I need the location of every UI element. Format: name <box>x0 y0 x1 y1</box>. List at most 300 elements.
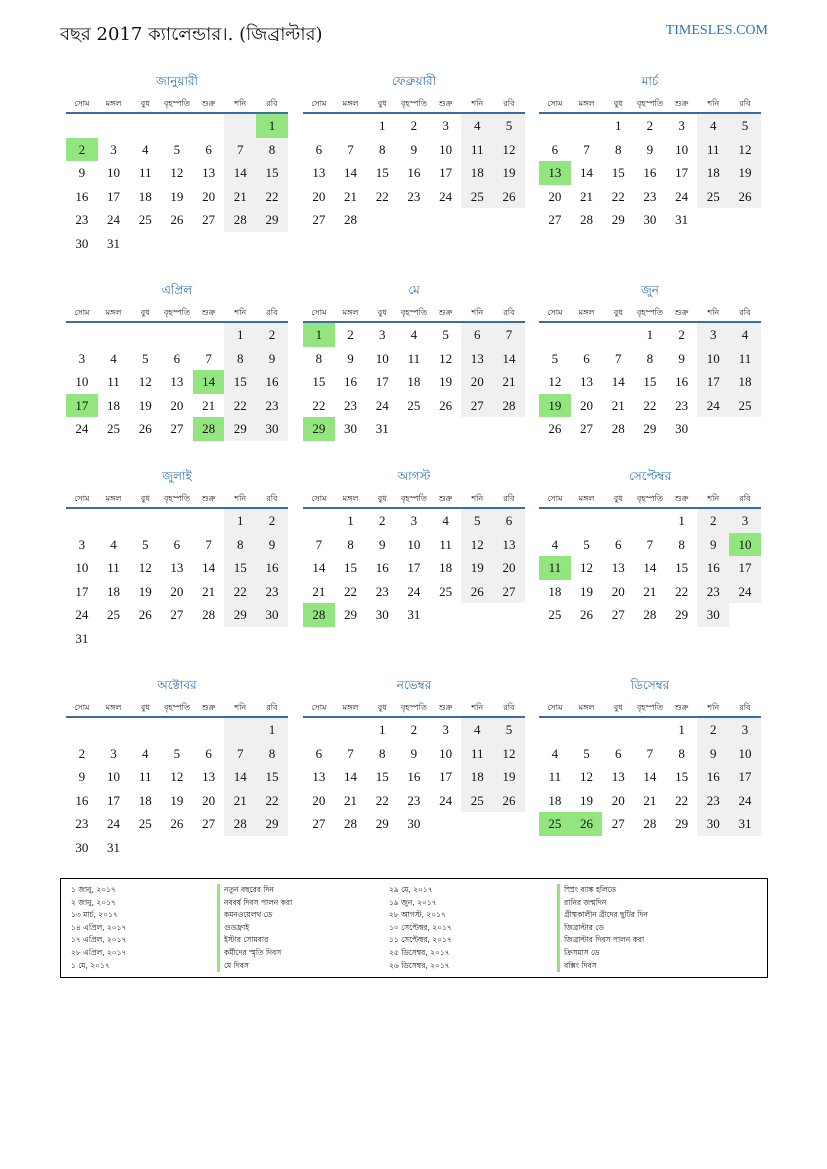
legend-names-left <box>217 884 292 972</box>
weekday-label: মঙ্গল <box>105 494 122 503</box>
day-cell: 17 <box>439 769 453 784</box>
day-cell: 4 <box>461 718 493 742</box>
day-cell: 16 <box>75 792 89 808</box>
weekday-label: রবি <box>266 308 278 317</box>
day-cell: 7 <box>205 536 212 552</box>
day-cell: 3 <box>729 509 761 533</box>
day-cell: 7 <box>347 745 354 761</box>
day-cell: 12 <box>138 374 152 389</box>
empty-day-cell <box>398 208 430 232</box>
calendar-months <box>66 72 762 872</box>
month-name: জুন <box>641 283 659 297</box>
day-cell: 19 <box>439 374 453 389</box>
day-cell: 31 <box>75 630 89 646</box>
day-cell: 9 <box>78 769 86 784</box>
day-cell: 28 <box>303 603 335 627</box>
day-cell: 20 <box>202 188 216 204</box>
empty-day-cell <box>493 417 525 441</box>
empty-day-cell <box>129 114 161 138</box>
month-name: সেপ্টেম্বর <box>628 469 672 483</box>
day-cell: 21 <box>224 789 256 813</box>
day-cell: 1 <box>378 118 386 133</box>
day-cell: 18 <box>107 583 121 599</box>
day-cell: 21 <box>312 583 326 599</box>
day-cell: 8 <box>678 536 685 552</box>
day-cell: 11 <box>138 165 152 180</box>
day-cell: 9 <box>78 165 86 180</box>
day-cell: 12 <box>548 374 562 389</box>
day-cell: 20 <box>202 792 216 808</box>
empty-day-cell <box>193 627 225 651</box>
holiday-date: ২৮ আগস্ট, ২০১৭ <box>389 910 446 920</box>
empty-day-cell <box>697 208 729 232</box>
day-cell: 19 <box>170 188 184 204</box>
day-cell: 15 <box>312 374 326 389</box>
day-cell: 6 <box>461 323 493 347</box>
weekday-label: রবি <box>266 99 278 108</box>
day-cell: 19 <box>493 161 525 185</box>
day-cell: 7 <box>315 536 323 552</box>
weekday-label: রবি <box>266 494 278 503</box>
day-cell: 4 <box>551 536 559 552</box>
day-cell: 12 <box>493 742 525 766</box>
day-cell: 6 <box>551 141 559 157</box>
day-cell: 30 <box>75 235 89 251</box>
weekday-label: মঙ্গল <box>105 308 122 317</box>
day-cell: 29 <box>375 816 389 831</box>
day-cell: 11 <box>461 742 493 766</box>
day-cell: 27 <box>170 607 184 622</box>
day-cell: 30 <box>697 812 729 836</box>
empty-day-cell <box>493 208 525 232</box>
weekday-header <box>303 94 525 114</box>
day-cell: 15 <box>224 556 256 580</box>
month-calendar <box>66 72 288 255</box>
day-cell: 31 <box>107 839 121 855</box>
empty-day-cell <box>161 718 193 742</box>
weekday-label: শুক্র <box>674 703 689 712</box>
day-cell: 25 <box>548 607 562 622</box>
weekday-label: বৃহস্পতি <box>636 494 663 503</box>
month-name: জুলাই <box>162 469 192 483</box>
day-cell: 30 <box>697 603 729 627</box>
day-cell: 8 <box>256 742 288 766</box>
weekday-label: রবি <box>503 494 515 503</box>
empty-day-cell <box>224 718 256 742</box>
day-cell: 24 <box>697 394 729 418</box>
day-cell: 13 <box>461 347 493 371</box>
day-cell: 4 <box>110 350 117 366</box>
day-cell: 22 <box>375 792 389 808</box>
day-cell: 25 <box>729 394 761 418</box>
empty-day-cell <box>129 627 161 651</box>
day-cell: 16 <box>256 556 288 580</box>
empty-day-cell <box>634 509 666 533</box>
weekday-label: সোম <box>311 703 327 712</box>
day-cell: 17 <box>729 556 761 580</box>
weekday-header <box>539 94 761 114</box>
day-cell: 4 <box>551 745 559 761</box>
day-cell: 20 <box>493 556 525 580</box>
day-cell: 17 <box>66 394 98 418</box>
day-cell: 12 <box>461 533 493 557</box>
day-cell: 28 <box>344 212 358 227</box>
day-cell: 20 <box>170 397 184 413</box>
weekday-label: শুক্র <box>201 703 216 712</box>
weekday-label: বুধ <box>613 494 623 503</box>
day-cell: 9 <box>256 533 288 557</box>
holiday-date: ১১ সেপ্টেম্বর, ২০১৭ <box>389 935 452 945</box>
weekday-label: শনি <box>234 703 247 712</box>
weekday-label: বুধ <box>140 494 150 503</box>
day-cell: 13 <box>312 769 326 784</box>
day-cell: 17 <box>407 560 421 575</box>
day-cell: 15 <box>675 560 689 575</box>
day-cell: 27 <box>611 816 625 831</box>
weekday-label: রবি <box>739 99 751 108</box>
day-cell: 25 <box>138 816 152 831</box>
day-cell: 29 <box>643 421 657 436</box>
day-cell: 18 <box>461 161 493 185</box>
day-cell: 4 <box>442 513 449 528</box>
day-cell: 10 <box>407 536 421 552</box>
day-cell: 8 <box>256 138 288 162</box>
day-cell: 5 <box>141 536 149 552</box>
empty-day-cell <box>129 323 161 347</box>
empty-day-cell <box>430 812 462 836</box>
day-cell: 6 <box>173 536 181 552</box>
weekday-label: মঙ্গল <box>578 308 595 317</box>
empty-day-cell <box>256 232 288 256</box>
weekday-label: বুধ <box>377 308 387 317</box>
day-cell: 26 <box>170 212 184 227</box>
empty-day-cell <box>493 603 525 627</box>
day-cell: 9 <box>256 347 288 371</box>
day-cell: 22 <box>675 583 689 599</box>
weekday-header <box>66 303 288 323</box>
day-cell: 14 <box>643 560 657 575</box>
day-cell: 5 <box>729 114 761 138</box>
day-cell: 21 <box>202 397 216 413</box>
day-cell: 14 <box>224 765 256 789</box>
weekday-label: রবি <box>266 703 278 712</box>
day-grid <box>66 718 288 859</box>
empty-day-cell <box>193 836 225 860</box>
weekday-label: মঙ্গল <box>578 703 595 712</box>
day-cell: 16 <box>697 765 729 789</box>
day-cell: 11 <box>138 769 152 784</box>
day-cell: 25 <box>697 185 729 209</box>
day-cell: 19 <box>138 397 152 413</box>
weekday-label: বুধ <box>613 308 623 317</box>
weekday-label: মঙ্গল <box>342 308 359 317</box>
day-cell: 3 <box>378 327 386 342</box>
day-cell: 29 <box>611 212 625 227</box>
weekday-label: সোম <box>74 703 90 712</box>
day-cell: 6 <box>173 350 181 366</box>
day-cell: 21 <box>344 188 358 204</box>
day-cell: 18 <box>439 560 453 575</box>
day-cell: 28 <box>643 816 657 831</box>
day-cell: 22 <box>256 789 288 813</box>
holiday-name: জিব্রাল্টার ডে <box>557 922 648 935</box>
day-cell: 21 <box>224 185 256 209</box>
holiday-legend <box>60 878 768 978</box>
day-cell: 25 <box>138 212 152 227</box>
day-cell: 4 <box>141 141 149 157</box>
empty-day-cell <box>697 417 729 441</box>
day-cell: 31 <box>729 812 761 836</box>
day-cell: 2 <box>256 323 288 347</box>
day-cell: 30 <box>256 603 288 627</box>
weekday-header <box>303 698 525 718</box>
holiday-name: গ্রীষ্মকালীন ব্রীদের ছুটির দিন <box>557 909 648 922</box>
day-cell: 23 <box>375 583 389 599</box>
day-cell: 14 <box>312 560 326 575</box>
day-cell: 13 <box>539 161 571 185</box>
month-calendar <box>539 72 761 232</box>
day-cell: 1 <box>678 513 685 528</box>
empty-day-cell <box>303 114 335 138</box>
holiday-name: গুডফ্রাই <box>217 922 292 935</box>
day-cell: 26 <box>493 185 525 209</box>
day-cell: 3 <box>78 350 86 366</box>
empty-day-cell <box>430 417 462 441</box>
day-cell: 16 <box>375 560 389 575</box>
day-cell: 18 <box>138 792 152 808</box>
empty-day-cell <box>161 323 193 347</box>
empty-day-cell <box>161 836 193 860</box>
day-cell: 23 <box>256 394 288 418</box>
day-cell: 15 <box>344 560 358 575</box>
empty-day-cell <box>335 718 367 742</box>
day-cell: 6 <box>315 745 323 761</box>
empty-day-cell <box>193 509 225 533</box>
day-cell: 3 <box>697 323 729 347</box>
day-cell: 7 <box>347 141 354 157</box>
day-cell: 28 <box>493 394 525 418</box>
day-cell: 22 <box>675 792 689 808</box>
day-cell: 19 <box>729 161 761 185</box>
day-cell: 27 <box>170 421 184 436</box>
empty-day-cell <box>602 718 634 742</box>
legend-names-right <box>557 884 648 972</box>
day-cell: 1 <box>303 323 335 347</box>
weekday-label: শুক্র <box>201 308 216 317</box>
day-cell: 11 <box>439 536 452 552</box>
day-cell: 20 <box>611 792 625 808</box>
day-cell: 19 <box>138 583 152 599</box>
day-cell: 13 <box>170 560 184 575</box>
day-cell: 2 <box>697 718 729 742</box>
day-cell: 10 <box>375 350 389 366</box>
empty-day-cell <box>335 114 367 138</box>
day-cell: 11 <box>107 374 120 389</box>
weekday-header <box>303 303 525 323</box>
day-cell: 20 <box>461 370 493 394</box>
day-cell: 21 <box>493 370 525 394</box>
holiday-date: ২৮ এপ্রিল, ২০১৭ <box>71 947 127 957</box>
day-cell: 13 <box>170 374 184 389</box>
weekday-label: শুক্র <box>674 494 689 503</box>
holiday-name: ক্রিসমাস ডে <box>557 947 648 960</box>
day-cell: 8 <box>614 141 622 157</box>
holiday-name: ইস্টার সোমবার <box>217 934 292 947</box>
holiday-name: স্প্রিং ব্যাঙ্ক হলিডে <box>557 884 648 897</box>
empty-day-cell <box>430 603 462 627</box>
day-cell: 17 <box>75 583 89 599</box>
holiday-name: রানির জন্মদিন <box>557 897 648 910</box>
day-cell: 12 <box>439 350 453 366</box>
day-cell: 15 <box>224 370 256 394</box>
day-cell: 5 <box>173 745 181 761</box>
weekday-label: মঙ্গল <box>105 99 122 108</box>
day-cell: 12 <box>729 138 761 162</box>
day-cell: 19 <box>580 583 594 599</box>
day-grid <box>303 114 525 232</box>
day-cell: 17 <box>107 188 121 204</box>
weekday-label: মঙ্গল <box>342 494 359 503</box>
month-name: মার্চ <box>641 74 659 88</box>
day-cell: 23 <box>407 792 421 808</box>
day-cell: 14 <box>580 165 594 180</box>
day-cell: 13 <box>611 769 625 784</box>
day-cell: 14 <box>344 165 358 180</box>
empty-day-cell <box>98 718 130 742</box>
empty-day-cell <box>493 812 525 836</box>
day-cell: 25 <box>539 812 571 836</box>
day-cell: 8 <box>315 350 323 366</box>
month-name: এপ্রিল <box>161 283 193 297</box>
day-cell: 27 <box>202 816 216 831</box>
day-cell: 24 <box>729 789 761 813</box>
weekday-label: রবি <box>739 494 751 503</box>
weekday-label: বৃহস্পতি <box>636 308 663 317</box>
day-cell: 22 <box>643 397 657 413</box>
empty-day-cell <box>66 323 98 347</box>
empty-day-cell <box>729 603 761 627</box>
site-link[interactable]: TIMESLES.COM <box>665 23 768 38</box>
day-cell: 29 <box>256 208 288 232</box>
day-cell: 10 <box>107 165 121 180</box>
day-grid <box>539 114 761 232</box>
day-cell: 2 <box>646 118 654 133</box>
day-cell: 25 <box>407 397 421 413</box>
weekday-label: বুধ <box>140 308 150 317</box>
holiday-date: ২৯ মে, ২০১৭ <box>389 885 433 894</box>
month-calendar <box>539 676 761 836</box>
weekday-label: মঙ্গল <box>578 99 595 108</box>
day-cell: 18 <box>461 765 493 789</box>
day-cell: 11 <box>729 347 761 371</box>
day-cell: 9 <box>697 742 729 766</box>
day-cell: 24 <box>107 816 121 831</box>
day-cell: 3 <box>110 745 117 761</box>
weekday-label: সোম <box>311 494 327 503</box>
day-cell: 29 <box>256 812 288 836</box>
empty-day-cell <box>98 323 130 347</box>
weekday-label: সোম <box>547 308 563 317</box>
day-cell: 7 <box>224 138 256 162</box>
day-cell: 26 <box>580 607 594 622</box>
legend-dates-left <box>71 884 126 972</box>
day-cell: 2 <box>78 745 86 761</box>
day-grid <box>66 114 288 255</box>
day-cell: 19 <box>170 792 184 808</box>
empty-day-cell <box>303 718 335 742</box>
empty-day-cell <box>66 114 98 138</box>
weekday-label: বৃহস্পতি <box>636 703 663 712</box>
day-cell: 13 <box>611 560 625 575</box>
day-cell: 31 <box>107 235 121 251</box>
weekday-label: মঙ্গল <box>342 703 359 712</box>
empty-day-cell <box>571 323 603 347</box>
month-calendar <box>303 467 525 627</box>
day-cell: 2 <box>256 509 288 533</box>
day-cell: 25 <box>107 607 121 622</box>
empty-day-cell <box>193 232 225 256</box>
day-cell: 8 <box>646 350 654 366</box>
empty-day-cell <box>571 114 603 138</box>
month-name: জানুয়ারী <box>156 74 198 88</box>
holiday-name: জিব্রাল্টার দিবস পালন করা <box>557 934 648 947</box>
day-cell: 27 <box>548 212 562 227</box>
day-cell: 6 <box>614 745 622 761</box>
day-cell: 5 <box>493 114 525 138</box>
day-cell: 4 <box>729 323 761 347</box>
day-cell: 12 <box>170 165 184 180</box>
day-cell: 30 <box>344 421 358 436</box>
day-cell: 15 <box>675 769 689 784</box>
day-cell: 1 <box>646 327 654 342</box>
empty-day-cell <box>161 627 193 651</box>
day-cell: 26 <box>548 421 562 436</box>
day-cell: 12 <box>493 138 525 162</box>
day-cell: 24 <box>439 792 453 808</box>
day-cell: 22 <box>344 583 358 599</box>
day-cell: 20 <box>611 583 625 599</box>
empty-day-cell <box>461 812 493 836</box>
month-calendar <box>539 281 761 441</box>
holiday-date: ১০ সেপ্টেম্বর, ২০১৭ <box>389 922 452 932</box>
empty-day-cell <box>161 232 193 256</box>
weekday-label: সোম <box>547 494 563 503</box>
weekday-label: বুধ <box>377 494 387 503</box>
day-cell: 30 <box>75 839 89 855</box>
holiday-date: ১ মে, ২০১৭ <box>71 960 110 970</box>
day-cell: 21 <box>643 583 657 599</box>
empty-day-cell <box>129 509 161 533</box>
day-cell: 28 <box>224 208 256 232</box>
empty-day-cell <box>193 114 225 138</box>
weekday-label: রবি <box>739 308 751 317</box>
day-cell: 2 <box>410 722 418 737</box>
holiday-name: বক্সিং দিবস <box>557 960 648 973</box>
day-cell: 21 <box>344 792 358 808</box>
weekday-label: শনি <box>471 703 484 712</box>
empty-day-cell <box>193 718 225 742</box>
holiday-date: ২৫ ডিসেম্বর, ২০১৭ <box>389 947 450 957</box>
day-cell: 26 <box>439 397 453 413</box>
weekday-label: সোম <box>74 99 90 108</box>
day-cell: 22 <box>224 580 256 604</box>
weekday-label: শুক্র <box>438 703 453 712</box>
day-cell: 10 <box>439 745 453 761</box>
day-cell: 17 <box>729 765 761 789</box>
weekday-label: সোম <box>547 703 563 712</box>
holiday-name: নববর্ষ দিবস পালন করা <box>217 897 292 910</box>
day-cell: 2 <box>697 509 729 533</box>
